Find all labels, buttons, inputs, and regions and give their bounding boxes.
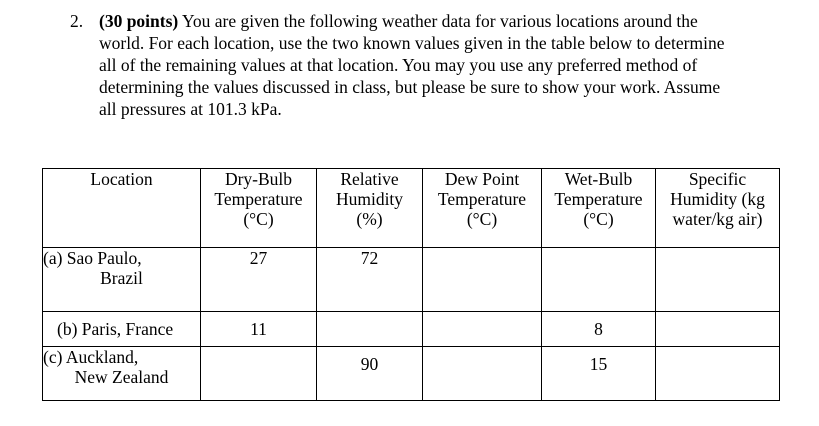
problem-line-2: world. For each location, use the two known values given in the table below to determine bbox=[99, 33, 725, 53]
header-dry-bulb-line-2: Temperature bbox=[214, 189, 303, 209]
relative-humidity-cell: 72 bbox=[317, 248, 423, 312]
relative-humidity-cell bbox=[317, 312, 423, 347]
weather-data-table bbox=[42, 168, 780, 401]
specific-humidity-cell bbox=[656, 312, 780, 347]
header-rh-line-3: (%) bbox=[356, 209, 383, 229]
header-location: Location bbox=[43, 169, 201, 248]
problem-line-4: determining the values discussed in class, but please be sure to show your work. Assume bbox=[99, 77, 721, 97]
location-cell bbox=[43, 248, 201, 312]
header-rh-line-2: Humidity bbox=[335, 189, 404, 209]
header-dry-bulb-line-1: Dry-Bulb bbox=[224, 169, 293, 189]
table-row bbox=[43, 312, 780, 347]
location-line-1: (b) Paris, France bbox=[57, 319, 174, 339]
specific-humidity-cell bbox=[656, 248, 780, 312]
problem-line-1: You are given the following weather data for various locations around the bbox=[178, 11, 698, 31]
header-dew-point-line-2: Temperature bbox=[437, 189, 527, 209]
table-row bbox=[43, 248, 780, 312]
location-cell bbox=[43, 347, 201, 401]
problem-line-5: all pressures at 101.3 kPa. bbox=[99, 99, 282, 119]
dry-bulb-cell bbox=[201, 347, 317, 401]
header-dew-point-line-3: (°C) bbox=[466, 209, 498, 229]
dry-bulb-cell: 11 bbox=[201, 312, 317, 347]
problem-number: 2. bbox=[70, 11, 84, 31]
wet-bulb-cell bbox=[542, 248, 656, 312]
dew-point-cell bbox=[423, 312, 542, 347]
header-sh-line-2: Humidity (kg bbox=[670, 189, 765, 209]
table-row bbox=[43, 347, 780, 401]
dew-point-cell bbox=[423, 347, 542, 401]
table-header-row bbox=[43, 169, 780, 248]
relative-humidity-cell: 90 bbox=[317, 347, 423, 401]
wet-bulb-cell: 15 bbox=[542, 347, 656, 401]
problem-line-3: all of the remaining values at that location. You may you use any preferred method of bbox=[99, 55, 698, 75]
specific-humidity-cell bbox=[656, 347, 780, 401]
location-line-2: New Zealand bbox=[74, 367, 169, 387]
problem-statement bbox=[70, 10, 790, 120]
header-wet-bulb-line-2: Temperature bbox=[554, 189, 643, 209]
header-dry-bulb bbox=[201, 169, 317, 248]
header-wet-bulb-line-1: Wet-Bulb bbox=[564, 169, 633, 189]
header-rh-line-1: Relative bbox=[340, 169, 399, 189]
location-line-1: (a) Sao Paulo, bbox=[43, 248, 142, 268]
dry-bulb-cell: 27 bbox=[201, 248, 317, 312]
header-sh-line-3: water/kg air) bbox=[672, 209, 763, 229]
location-cell bbox=[43, 312, 201, 347]
problem-text bbox=[99, 10, 790, 120]
header-dew-point-line-1: Dew Point bbox=[444, 169, 520, 189]
header-dry-bulb-line-3: (°C) bbox=[243, 209, 274, 229]
dew-point-cell bbox=[423, 248, 542, 312]
header-sh-line-1: Specific bbox=[688, 169, 747, 189]
wet-bulb-cell: 8 bbox=[542, 312, 656, 347]
problem-points: (30 points) bbox=[99, 11, 179, 31]
header-wet-bulb bbox=[542, 169, 656, 248]
location-line-1: (c) Auckland, bbox=[43, 347, 139, 367]
header-wet-bulb-line-3: (°C) bbox=[583, 209, 614, 229]
location-line-2: Brazil bbox=[100, 268, 143, 288]
header-dew-point bbox=[423, 169, 542, 248]
header-specific-humidity bbox=[656, 169, 780, 248]
header-relative-humidity bbox=[317, 169, 423, 248]
